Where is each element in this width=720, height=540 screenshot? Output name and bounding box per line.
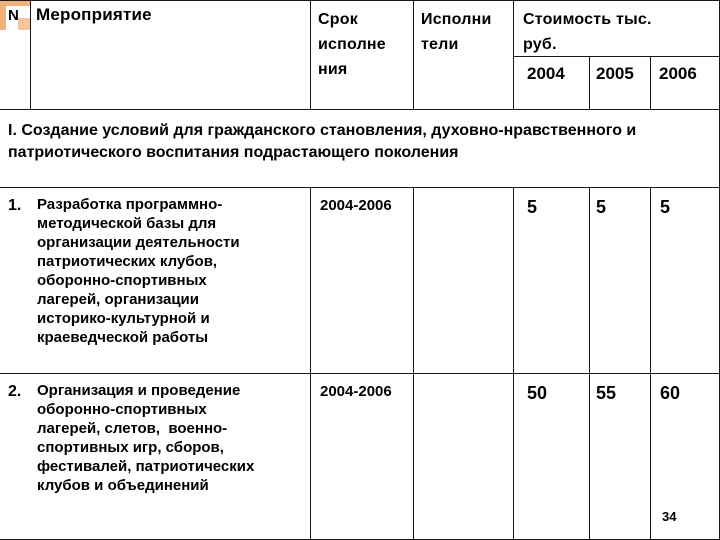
column-line [589, 56, 590, 109]
header-year-2006: 2006 [659, 64, 697, 83]
column-line [310, 187, 311, 539]
page-number: 34 [662, 509, 677, 524]
header-event: Мероприятие [36, 5, 152, 24]
column-line [30, 0, 31, 109]
header-period: Срок исполне ния [318, 11, 386, 78]
section-title: I. Создание условий для гражданского становления, духовно-нравственного и патриотического воспитания подрастающего поколения [8, 122, 637, 161]
row-cost-2006: 60 [660, 383, 681, 403]
row-cost-2005: 55 [596, 383, 617, 403]
corner-decoration-bar [0, 0, 6, 30]
row-event-text: Организация и проведение оборонно-спортивных лагерей, слетов, военно- спортивных игр, сборов, фестивалей, патриотических клубов и объединений [37, 382, 255, 494]
row-cost-2004: 50 [527, 383, 548, 403]
column-line [650, 56, 651, 109]
header-executors: Исполни тели [421, 11, 492, 53]
column-line [589, 187, 590, 539]
corner-decoration-square [18, 18, 30, 30]
header-n: N [8, 7, 19, 24]
column-line [513, 0, 514, 109]
column-line [310, 0, 311, 109]
row-cost-2004: 5 [527, 197, 538, 217]
column-line [413, 187, 414, 539]
row-cost-2006: 5 [660, 197, 671, 217]
row-cost-2005: 5 [596, 197, 607, 217]
header-year-2004: 2004 [527, 64, 565, 83]
row-period: 2004-2006 [320, 197, 392, 214]
row-separator-line [0, 373, 720, 374]
row-period: 2004-2006 [320, 383, 392, 400]
header-bottom-line [0, 109, 720, 110]
table-border-top [0, 0, 720, 1]
header-cost: Стоимость тыс. руб. [523, 11, 652, 53]
row-event-text: Разработка программно- методической базы для организации деятельности патриотических клубов, оборонно-спортивных лагерей, организации историко-культурной и краеведческой работы [37, 196, 240, 346]
column-line [513, 187, 514, 539]
column-line [413, 0, 414, 109]
header-year-2005: 2005 [596, 64, 634, 83]
section-bottom-line [0, 187, 720, 188]
row-number: 1. [8, 197, 22, 214]
column-line [650, 187, 651, 539]
row-number: 2. [8, 383, 22, 400]
